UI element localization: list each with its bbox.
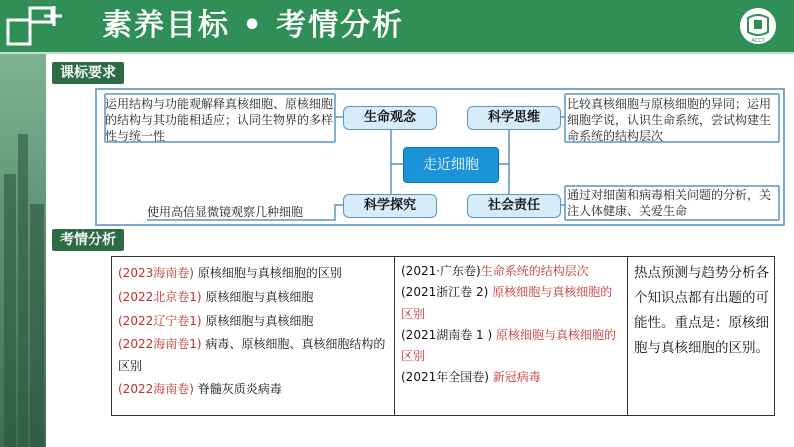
exam-topic: 病毒、原核细胞、真核细胞结构的区别: [118, 337, 386, 373]
exam-topic: 原核细胞与真核细胞的区别: [401, 285, 613, 321]
table-column-forecast: [628, 257, 773, 415]
node-social-responsibility: 社会责任: [467, 194, 561, 218]
exam-source: (2021年全国卷): [401, 370, 489, 385]
table-row: [401, 325, 621, 368]
exam-source: (2022海南卷1): [118, 337, 202, 351]
emblem-text: ACCT: [751, 38, 765, 44]
exam-analysis-table: [111, 256, 775, 416]
exam-topic: 原核细胞与真核细胞: [205, 290, 314, 304]
concept-map: [95, 88, 785, 226]
node-scientific-exploration: 科学探究: [343, 194, 437, 218]
exam-topic: 原核细胞与真核细胞的区别: [401, 327, 617, 364]
corner-grid-icon: [6, 4, 62, 48]
exam-source: (2022北京卷1): [118, 290, 202, 304]
table-row: [118, 333, 388, 377]
exam-source: (2021浙江卷 2): [401, 285, 489, 300]
exam-topic: 新冠病毒: [492, 370, 541, 385]
exam-source: (2022海南卷): [118, 382, 194, 396]
exam-source: (2021湖南卷 1 ): [401, 327, 493, 342]
table-row: [118, 285, 394, 309]
node-scientific-thinking: 科学思维: [467, 106, 561, 130]
concept-description: 运用结构与功能观解释真核细胞、原核细胞的结构与其功能相适应；认同生物界的多样性与统一性: [105, 97, 334, 143]
table-row: [118, 261, 394, 285]
table-row: [118, 377, 394, 401]
thinking-description: 比较真核细胞与原核细胞的异同；运用细胞学说，认识生命系统，尝试构建生命系统的结构层次: [567, 97, 772, 143]
exam-topic: 脊髓灰质炎病毒: [197, 382, 282, 396]
decorative-city-panel: [0, 54, 46, 447]
exam-topic: 原核细胞与真核细胞: [205, 314, 314, 328]
exam-source: (2023海南卷): [118, 266, 194, 280]
exam-source: (2022辽宁卷1): [118, 314, 202, 328]
node-life-concept: 生命观念: [343, 106, 437, 130]
header-bar: [0, 0, 794, 52]
exam-source: (2021·广东卷): [401, 264, 481, 278]
page-title: 素养目标 • 考情分析: [102, 8, 405, 43]
table-row: [118, 309, 394, 333]
exam-topic: 原核细胞与真核细胞的区别: [197, 266, 342, 280]
table-row: [401, 261, 627, 282]
social-description: 通过对细菌和病毒相关问题的分析，关注人体健康、关爱生命: [567, 188, 772, 218]
table-row: [401, 282, 621, 325]
forecast-text: 热点预测与趋势分析各个知识点都有出题的可能性。重点是：原核细胞与真核细胞的区别。: [634, 265, 769, 356]
section-label-analysis: 考情分析: [52, 229, 124, 251]
school-emblem-icon: [737, 4, 779, 48]
header-divider: [0, 52, 794, 54]
node-center-topic: 走近细胞: [403, 147, 499, 183]
section-label-requirements: 课标要求: [52, 62, 124, 84]
table-row: [401, 367, 627, 388]
table-column-recent-exams: [112, 257, 395, 415]
table-column-2021-exams: [395, 257, 628, 415]
exam-topic: 生命系统的结构层次: [480, 264, 589, 278]
explore-description: 使用高倍显微镜观察几种细胞: [147, 205, 304, 219]
